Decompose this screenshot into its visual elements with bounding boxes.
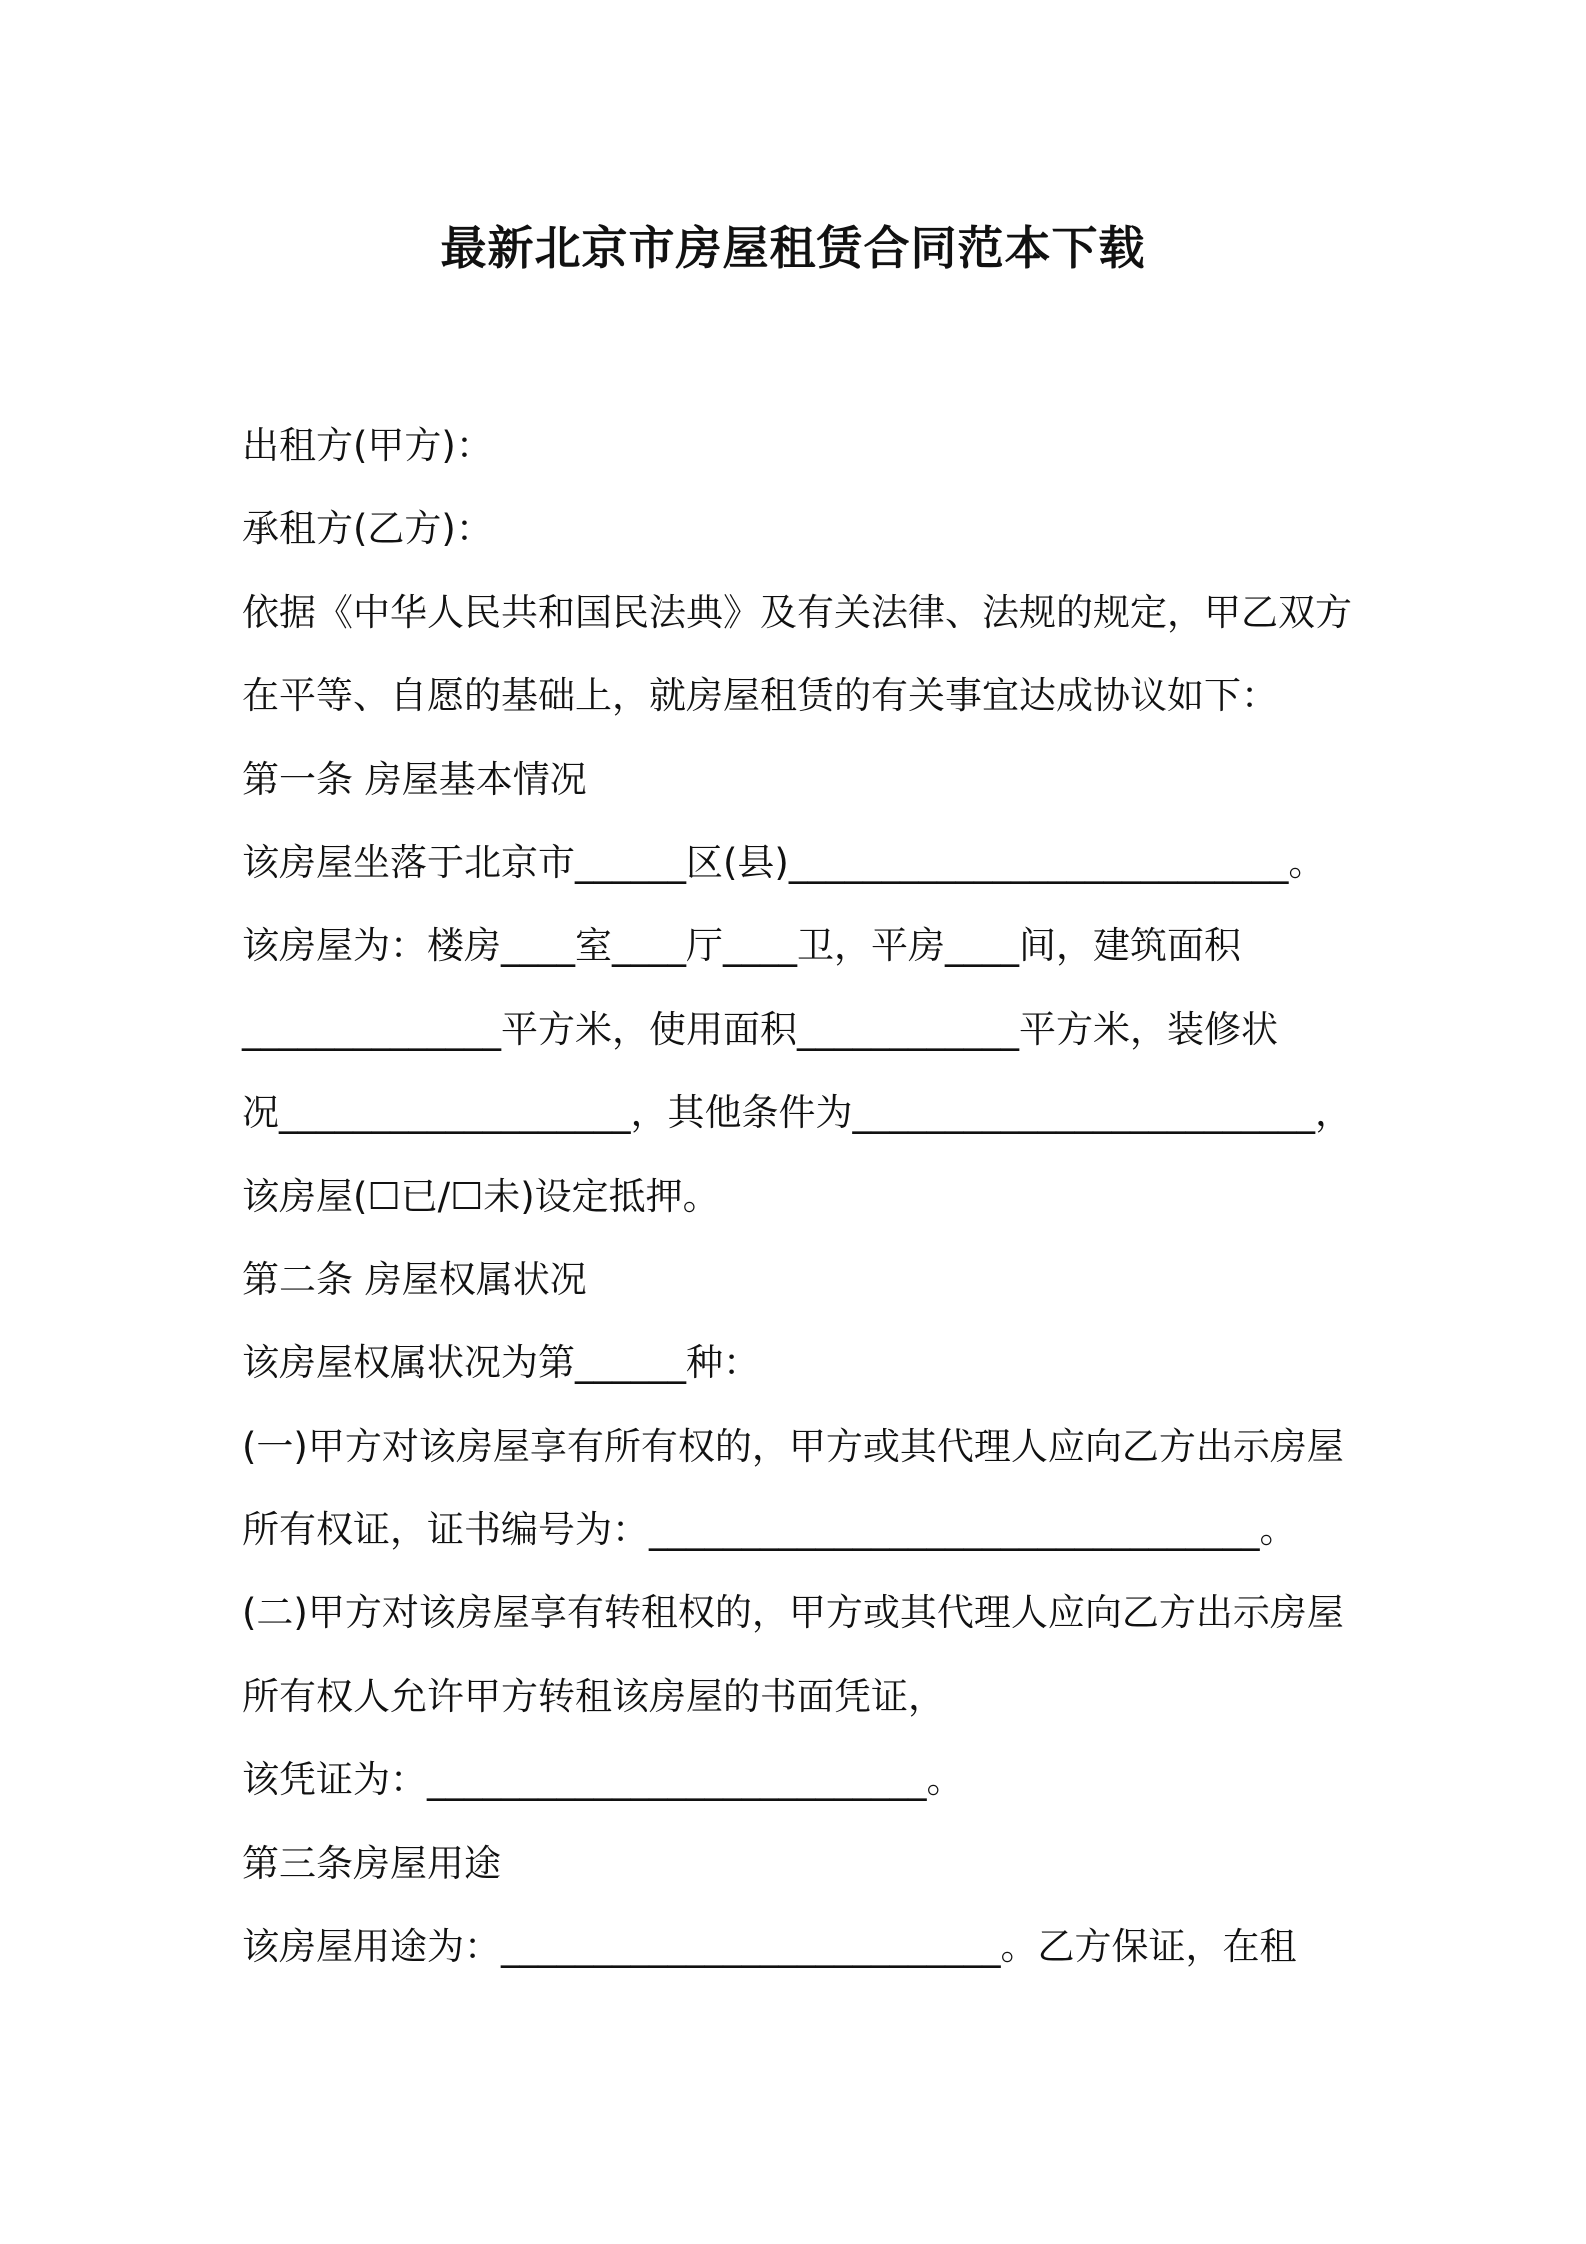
lessee-line: 承租方(乙方)：: [242, 507, 493, 551]
paragraph-line: (一)甲方对该房屋享有所有权的，甲方或其代理人应向乙方出示房屋: [242, 1424, 1344, 1468]
article-heading: 第一条 房屋基本情况: [242, 757, 587, 801]
paragraph-line: 该房屋用途为：___________________________。乙方保证，在租: [242, 1925, 1297, 1969]
paragraph-line: 该房屋权属状况为第______种：: [242, 1341, 760, 1385]
paragraph-line: (二)甲方对该房屋享有转租权的，甲方或其代理人应向乙方出示房屋: [242, 1591, 1344, 1635]
article-heading: 第二条 房屋权属状况: [242, 1257, 587, 1301]
paragraph-line: 该凭证为：___________________________。: [242, 1758, 964, 1802]
paragraph-line: 所有权证，证书编号为：_________________________________。: [242, 1508, 1297, 1552]
document-body: [242, 404, 1362, 1988]
lessor-line: 出租方(甲方)：: [242, 424, 493, 467]
preamble-line: 依据《中华人民共和国民法典》及有关法律、法规的规定，甲乙双方: [242, 590, 1352, 634]
document-title: 最新北京市房屋租赁合同范本下载: [440, 221, 1146, 275]
article-heading: 第三条房屋用途: [242, 1841, 501, 1885]
paragraph-line: 所有权人允许甲方转租该房屋的书面凭证，: [242, 1674, 945, 1718]
paragraph-line: ______________平方米，使用面积____________平方米，装修状: [242, 1007, 1278, 1051]
paragraph-line: 该房屋为：楼房____室____厅____卫，平房____间，建筑面积: [242, 924, 1241, 968]
paragraph-line: 该房屋(☐已/☐未)设定抵押。: [242, 1174, 720, 1218]
paragraph-line: 该房屋坐落于北京市______区(县)___________________________。: [242, 840, 1326, 884]
paragraph-line: 况___________________，其他条件为_________________________，: [242, 1091, 1352, 1135]
preamble-line: 在平等、自愿的基础上，就房屋租赁的有关事宜达成协议如下：: [242, 674, 1278, 718]
